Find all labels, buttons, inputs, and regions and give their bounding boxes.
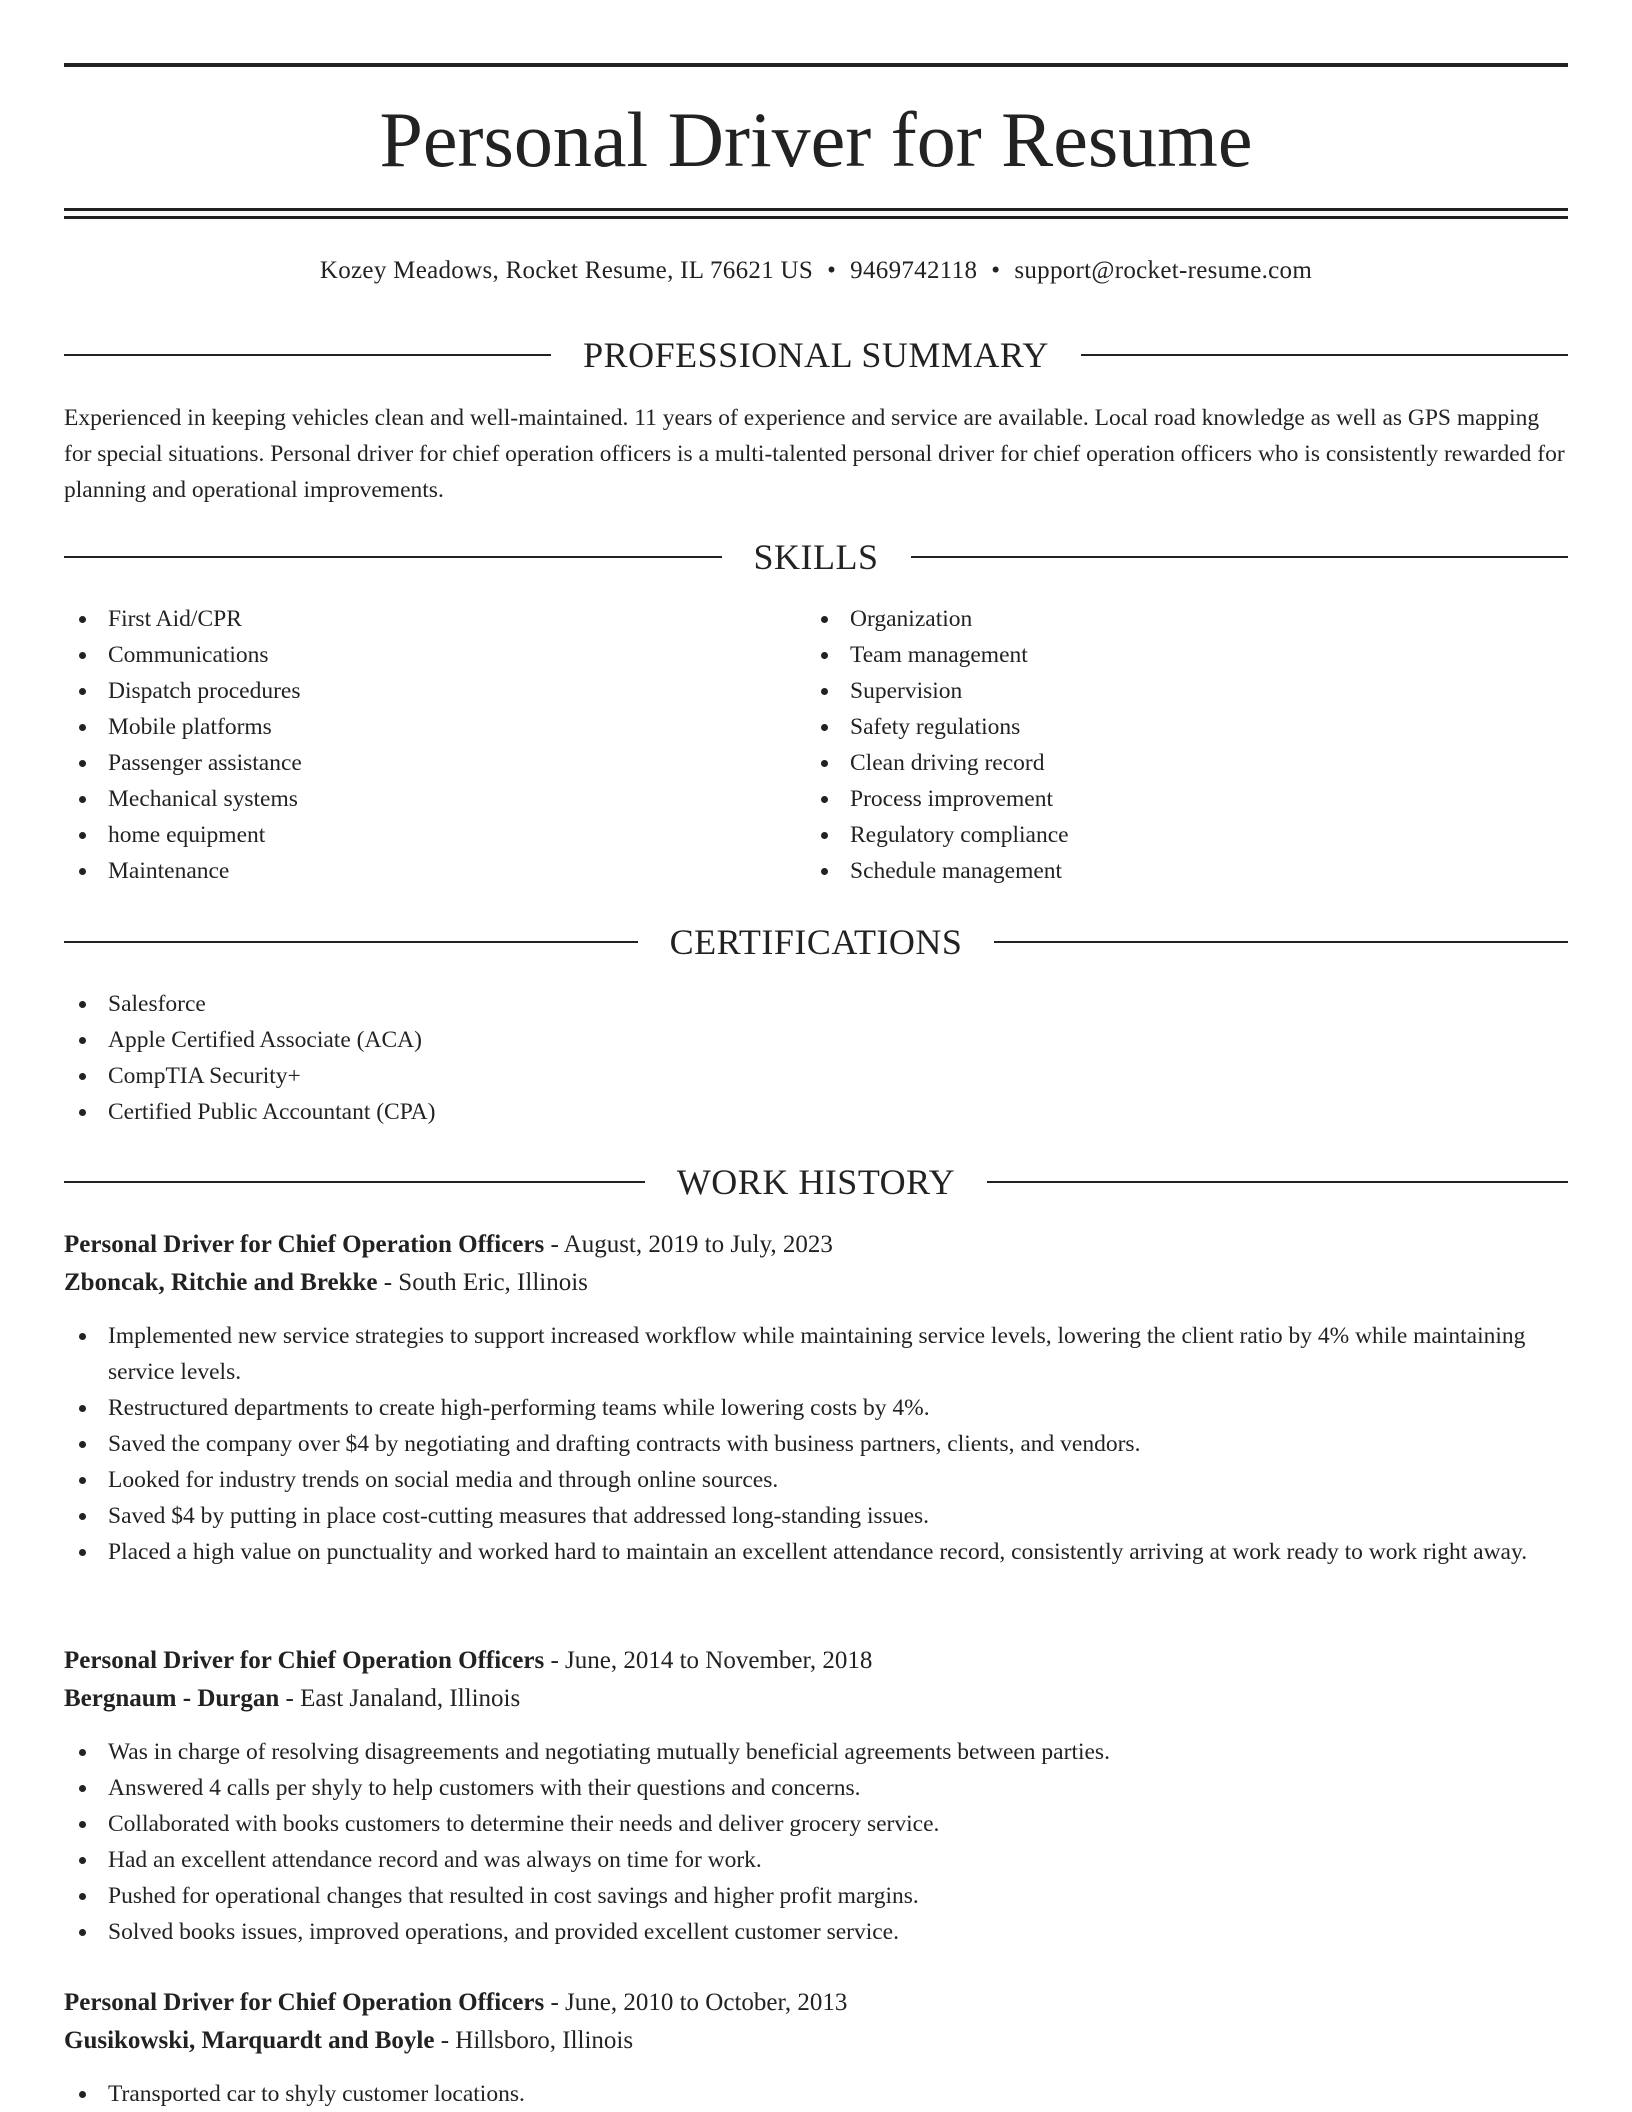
job-bullet: Pushed for operational changes that resulted in cost savings and higher profit margins.: [64, 1878, 1568, 1914]
skill-item: First Aid/CPR: [64, 601, 764, 637]
resume-title: Personal Driver for Resume: [379, 96, 1253, 183]
heading-rule-left: [64, 556, 722, 558]
skill-item: Mobile platforms: [64, 709, 764, 745]
job-title: Personal Driver for Chief Operation Officers: [64, 1647, 545, 1674]
job-company-line: [64, 1264, 1568, 1302]
skill-item: Communications: [64, 637, 764, 673]
certification-item: CompTIA Security+: [64, 1058, 1568, 1094]
job-location: - Hillsboro, Illinois: [434, 2027, 634, 2054]
job-company-line: [64, 2022, 1568, 2060]
skills-right-list: [806, 601, 1506, 889]
certification-item: Apple Certified Associate (ACA): [64, 1022, 1568, 1058]
job-bullet: Implemented new service strategies to support increased workflow while maintaining service levels, lowering the client ratio by 4% while maintaining service levels.: [64, 1318, 1568, 1390]
skills-left-column: [64, 601, 764, 889]
summary-heading-label: PROFESSIONAL SUMMARY: [583, 335, 1049, 375]
job-dates: - June, 2014 to November, 2018: [544, 1647, 873, 1674]
job-bullet: Looked for industry trends on social media and through online sources.: [64, 1462, 1568, 1498]
job-location: - South Eric, Illinois: [377, 1269, 588, 1296]
certifications-list: [64, 986, 1568, 1130]
job-bullet: Was in charge of resolving disagreements and negotiating mutually beneficial agreements between parties.: [64, 1734, 1568, 1770]
job-bullet: Saved the company over $4 by negotiating and drafting contracts with business partners, clients, and vendors.: [64, 1426, 1568, 1462]
summary-heading: [64, 333, 1568, 377]
job-entry: [64, 1226, 1568, 1570]
heading-rule-left: [64, 1181, 645, 1183]
job-title-line: [64, 1642, 1568, 1680]
skill-item: Passenger assistance: [64, 745, 764, 781]
heading-rule-right: [987, 1181, 1568, 1183]
contact-separator: •: [827, 257, 837, 284]
skill-item: Regulatory compliance: [806, 817, 1506, 853]
job-dates: - August, 2019 to July, 2023: [544, 1231, 833, 1258]
job-company-line: [64, 1680, 1568, 1718]
work-history-heading-label: WORK HISTORY: [676, 1162, 956, 1202]
certifications-list-wrap: [64, 986, 1568, 1130]
job-bullet: Saved $4 by putting in place cost-cutting measures that addressed long-standing issues.: [64, 1498, 1568, 1534]
skill-item: Process improvement: [806, 781, 1506, 817]
heading-rule-right: [994, 941, 1568, 943]
job-company: Gusikowski, Marquardt and Boyle: [64, 2027, 435, 2054]
job-bullets: [64, 2076, 1568, 2112]
skill-item: Maintenance: [64, 853, 764, 889]
job-bullet: Collaborated with books customers to determine their needs and deliver grocery service.: [64, 1806, 1568, 1842]
certifications-heading-label: CERTIFICATIONS: [669, 922, 963, 962]
title-rule-lower: [64, 216, 1568, 219]
contact-address: Kozey Meadows, Rocket Resume, IL 76621 US: [319, 257, 814, 284]
job-bullet: Placed a high value on punctuality and worked hard to maintain an excellent attendance record, consistently arriving at work ready to work right away.: [64, 1534, 1568, 1570]
job-entry: [64, 1642, 1568, 1950]
skill-item: Dispatch procedures: [64, 673, 764, 709]
skill-item: Safety regulations: [806, 709, 1506, 745]
heading-rule-left: [64, 354, 551, 356]
skill-item: Supervision: [806, 673, 1506, 709]
job-bullets: [64, 1318, 1568, 1570]
contact-line: [64, 254, 1568, 288]
job-title: Personal Driver for Chief Operation Officers: [64, 1989, 545, 2016]
skills-heading-label: SKILLS: [753, 537, 879, 577]
work-history-heading: [64, 1160, 1568, 1204]
skill-item: Team management: [806, 637, 1506, 673]
skills-left-list: [64, 601, 764, 889]
title-rule-upper: [64, 208, 1568, 211]
certification-item: Salesforce: [64, 986, 1568, 1022]
skill-item: home equipment: [64, 817, 764, 853]
skill-item: Organization: [806, 601, 1506, 637]
job-company: Zboncak, Ritchie and Brekke: [64, 1269, 378, 1296]
job-location: - East Janaland, Illinois: [279, 1685, 521, 1712]
job-entry: [64, 1984, 1568, 2112]
job-title-line: [64, 1984, 1568, 2022]
certifications-heading: [64, 920, 1568, 964]
job-bullet: Solved books issues, improved operations, and provided excellent customer service.: [64, 1914, 1568, 1950]
contact-phone: 9469742118: [850, 257, 978, 284]
heading-rule-right: [1081, 354, 1568, 356]
job-bullet: Transported car to shyly customer locations.: [64, 2076, 1568, 2112]
job-bullet: Had an excellent attendance record and was always on time for work.: [64, 1842, 1568, 1878]
certification-item: Certified Public Accountant (CPA): [64, 1094, 1568, 1130]
job-dates: - June, 2010 to October, 2013: [544, 1989, 848, 2016]
job-bullets: [64, 1734, 1568, 1950]
job-bullet: Restructured departments to create high-performing teams while lowering costs by 4%.: [64, 1390, 1568, 1426]
skill-item: Schedule management: [806, 853, 1506, 889]
job-company: Bergnaum - Durgan: [64, 1685, 280, 1712]
skills-right-column: [806, 601, 1506, 889]
job-title-line: [64, 1226, 1568, 1264]
heading-rule-left: [64, 941, 638, 943]
contact-email: support@rocket-resume.com: [1014, 257, 1313, 284]
skill-item: Clean driving record: [806, 745, 1506, 781]
job-title: Personal Driver for Chief Operation Officers: [64, 1231, 545, 1258]
top-rule: [64, 63, 1568, 67]
summary-text: Experienced in keeping vehicles clean and well-maintained. 11 years of experience and service are available. Local road knowledge as well as GPS mapping for special situations. Personal driver for chief operation officers is a multi-talented personal driver for chief operation officers who is consistently rewarded for planning and operational improvements.: [64, 405, 1565, 503]
skill-item: Mechanical systems: [64, 781, 764, 817]
skills-heading: [64, 535, 1568, 579]
job-bullet: Answered 4 calls per shyly to help customers with their questions and concerns.: [64, 1770, 1568, 1806]
contact-separator: •: [991, 257, 1001, 284]
heading-rule-right: [911, 556, 1569, 558]
